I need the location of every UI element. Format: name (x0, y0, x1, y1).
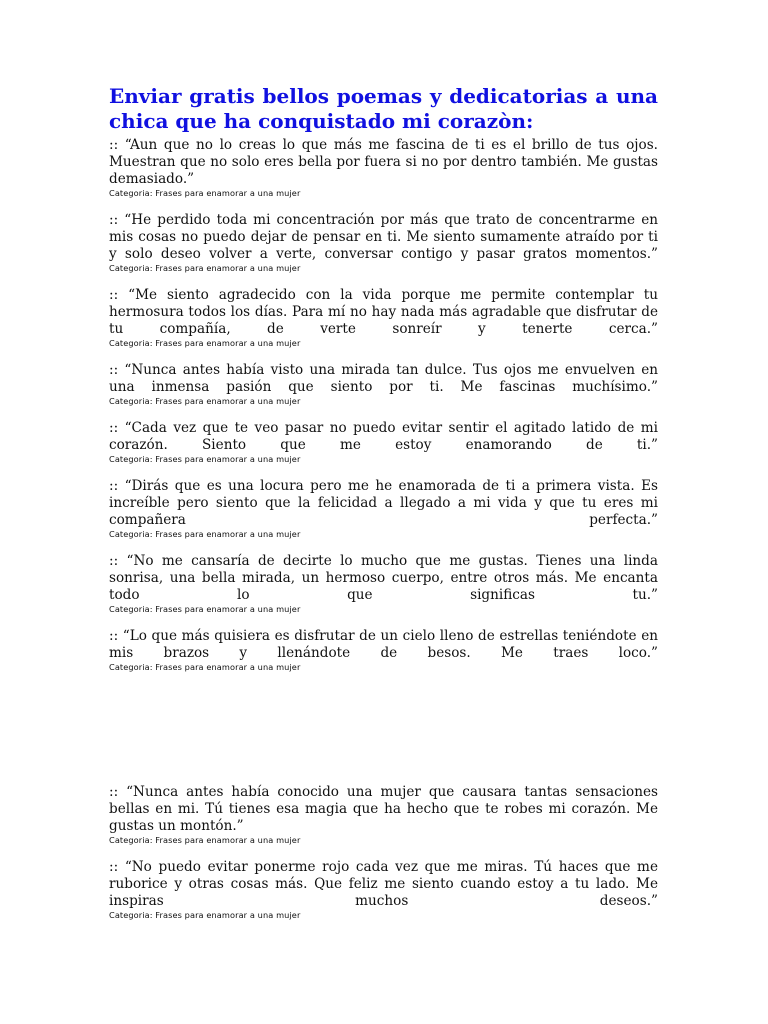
poem-text: :: “He perdido toda mi concentración por más que trato de concentrarme en mis cosas no puedo dejar de pensar en ti. Me siento sumamente atraído por ti y solo deseo volver a verte, conversar contigo y pasar gratos momentos.” (109, 212, 658, 262)
poem-text: :: “No me cansaría de decirte lo mucho que me gustas. Tienes una linda sonrisa, una bella mirada, un hermoso cuerpo, entre otros más. Me encanta todo lo que significas tu.” (109, 553, 658, 603)
poem-entry (109, 784, 658, 846)
poem-entry (109, 287, 658, 349)
poem-entry (109, 137, 658, 199)
poem-text: :: “Me siento agradecido con la vida porque me permite contemplar tu hermosura todos los días. Para mí no hay nada más agradable que disfrutar de tu compañía, de verte sonreír y tenerte cerca.” (109, 287, 658, 337)
poem-text: :: “Nunca antes había conocido una mujer que causara tantas sensaciones bellas en mi. Tú tienes esa magia que ha hecho que te robes mi corazón. Me gustas un montón.” (109, 784, 658, 834)
category-label: Categoria: Frases para enamorar a una mujer (109, 263, 301, 273)
blank-gap (109, 686, 658, 784)
poem-text: :: “Dirás que es una locura pero me he enamorada de ti a primera vista. Es increíble pero siento que la felicidad a llegado a mi vida y que tu eres mi compañera perfecta.” (109, 478, 658, 528)
poem-entry (109, 212, 658, 274)
poem-text: :: “Nunca antes había visto una mirada tan dulce. Tus ojos me envuelven en una inmensa pasión que siento por ti. Me fascinas muchísimo.” (109, 362, 658, 395)
category-label: Categoria: Frases para enamorar a una mujer (109, 396, 301, 406)
poem-entry (109, 859, 658, 921)
poem-text: :: “Aun que no lo creas lo que más me fascina de ti es el brillo de tus ojos. Muestran que no solo eres bella por fuera si no por dentro también. Me gustas demasiado.” (109, 137, 658, 187)
poem-entry (109, 478, 658, 540)
poem-entry (109, 628, 658, 673)
category-label: Categoria: Frases para enamorar a una mujer (109, 529, 301, 539)
category-label: Categoria: Frases para enamorar a una mujer (109, 188, 301, 198)
page-title: Enviar gratis bellos poemas y dedicatorias a una chica que ha conquistado mi corazòn: (109, 84, 658, 133)
poem-text: :: “Lo que más quisiera es disfrutar de un cielo lleno de estrellas teniéndote en mis brazos y llenándote de besos. Me traes loco.” (109, 628, 658, 661)
category-label: Categoria: Frases para enamorar a una mujer (109, 910, 301, 920)
category-label: Categoria: Frases para enamorar a una mujer (109, 604, 301, 614)
category-label: Categoria: Frases para enamorar a una mujer (109, 454, 301, 464)
poem-entry (109, 420, 658, 465)
document-page (109, 84, 658, 934)
category-label: Categoria: Frases para enamorar a una mujer (109, 835, 301, 845)
category-label: Categoria: Frases para enamorar a una mujer (109, 338, 301, 348)
poem-entry (109, 362, 658, 407)
poem-entry (109, 553, 658, 615)
category-label: Categoria: Frases para enamorar a una mujer (109, 662, 301, 672)
poem-text: :: “Cada vez que te veo pasar no puedo evitar sentir el agitado latido de mi corazón. Siento que me estoy enamorando de ti.” (109, 420, 658, 453)
poem-text: :: “No puedo evitar ponerme rojo cada vez que me miras. Tú haces que me ruborice y otras cosas más. Que feliz me siento cuando estoy a tu lado. Me inspiras muchos deseos.” (109, 859, 658, 909)
